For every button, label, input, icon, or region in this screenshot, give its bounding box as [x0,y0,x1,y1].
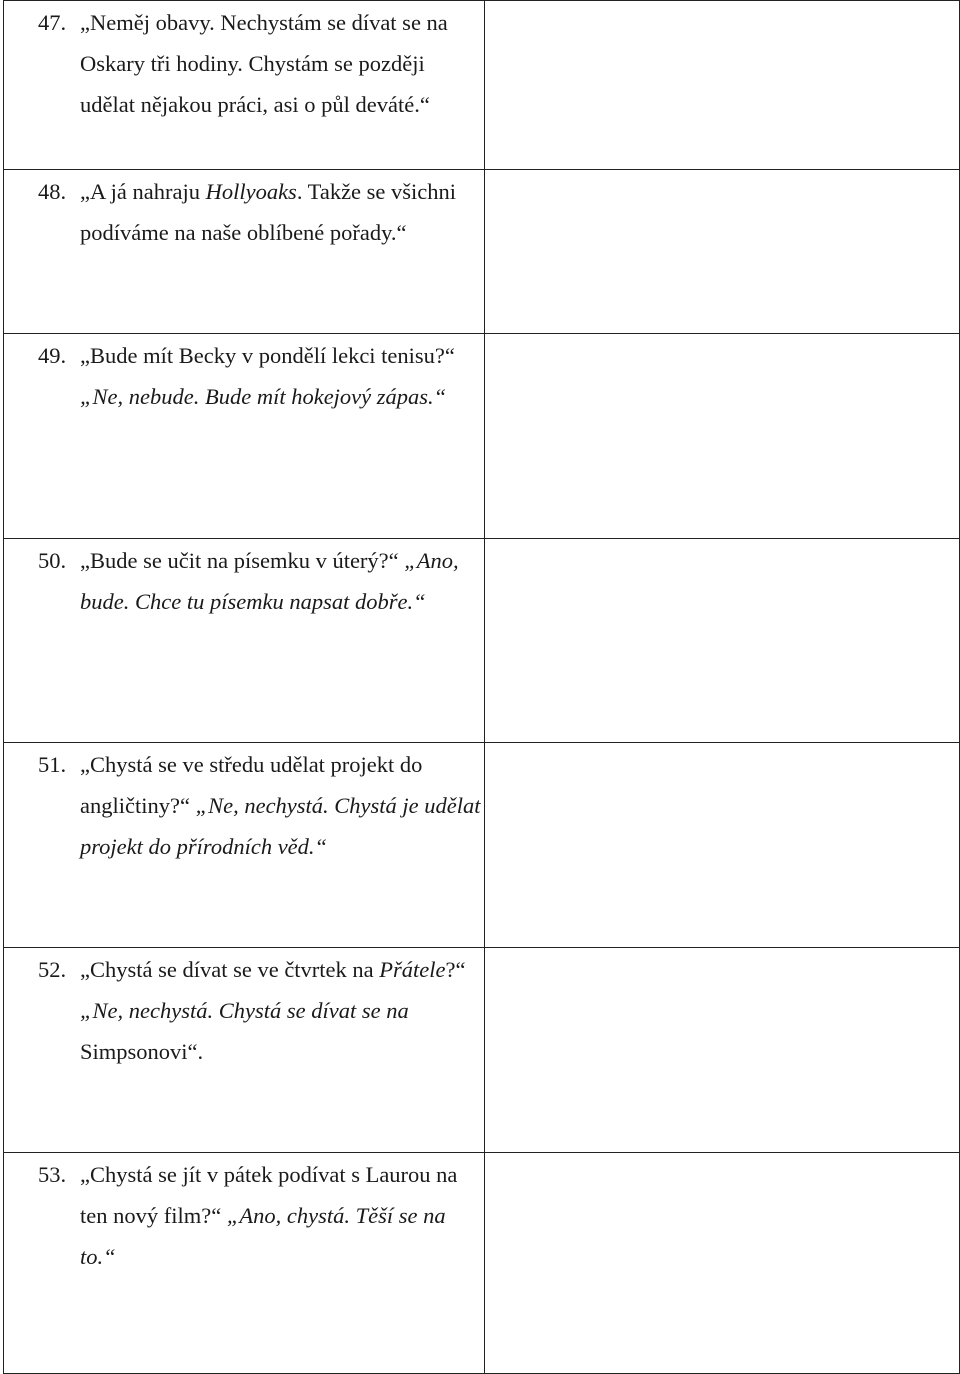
exercise-row [4,539,960,743]
exercise-number: 48. [38,179,67,204]
exercise-row [4,743,960,948]
answer-cell[interactable] [485,539,960,743]
text-segment: ?“ [445,957,466,982]
answer-cell[interactable] [485,334,960,539]
exercise-text [80,752,481,859]
text-segment: „Chystá se ve středu udělat projekt do angličtiny?“ [80,752,423,818]
exercise-number: 49. [38,343,67,368]
answer-cell[interactable] [485,1,960,170]
answer-cell[interactable] [485,948,960,1153]
exercise-text [80,10,448,117]
text-segment: „Bude se učit na písemku v úterý?“ [80,548,405,573]
italic-segment: Hollyoaks [205,179,297,204]
text-segment: „Neměj obavy. Nechystám se dívat se na Oskary tři hodiny. Chystám se později udělat nějakou práci, asi o půl deváté.“ [80,10,448,117]
exercise-number: 50. [38,548,67,573]
text-segment: „Chystá se dívat se ve čtvrtek na [80,957,380,982]
italic-segment: Přátele [379,957,446,982]
text-segment: . Takže se všichni podíváme na naše oblíbené pořady.“ [80,179,457,245]
question-cell [4,948,485,1153]
exercise-row [4,334,960,539]
exercise-number: 51. [38,752,67,777]
exercise-item [38,1,484,125]
exercise-item [38,948,484,1072]
italic-segment: „Ano, bude. Chce tu písemku napsat dobře.“ [80,548,459,614]
exercise-table [3,0,960,1374]
italic-segment: „Ano, chystá. Těší se na to.“ [80,1203,446,1269]
italic-segment: „Ne, nechystá. Chystá je udělat projekt do přírodních věd.“ [80,793,481,859]
text-segment: „A já nahraju [80,179,206,204]
question-cell [4,170,485,334]
exercise-text [80,1162,457,1269]
exercise-text [80,957,466,1064]
exercise-item [38,539,484,622]
text-segment: Simpsonovi [80,1039,188,1064]
question-cell [4,1,485,170]
exercise-number: 52. [38,957,67,982]
answer-cell[interactable] [485,170,960,334]
exercise-number: 53. [38,1162,67,1187]
question-cell [4,539,485,743]
exercise-number: 47. [38,10,67,35]
exercise-item [38,170,484,253]
exercise-text [80,179,456,245]
question-cell [4,743,485,948]
italic-segment: „Ne, nechystá. Chystá se dívat se na [80,998,409,1023]
question-cell [4,334,485,539]
exercise-item [38,743,484,867]
exercise-item [38,1153,484,1277]
exercise-row [4,1,960,170]
answer-cell[interactable] [485,743,960,948]
exercise-row [4,170,960,334]
text-segment: “. [187,1039,204,1064]
exercise-row [4,1153,960,1374]
exercise-row [4,948,960,1153]
exercise-text [80,548,459,614]
question-cell [4,1153,485,1374]
exercise-text [80,343,455,409]
answer-cell[interactable] [485,1153,960,1374]
italic-segment: „Ne, nebude. Bude mít hokejový zápas.“ [80,384,447,409]
text-segment: „Bude mít Becky v pondělí lekci tenisu?“ [80,343,455,368]
exercise-item [38,334,484,417]
text-segment: „Chystá se jít v pátek podívat s Laurou na ten nový film?“ [80,1162,458,1228]
